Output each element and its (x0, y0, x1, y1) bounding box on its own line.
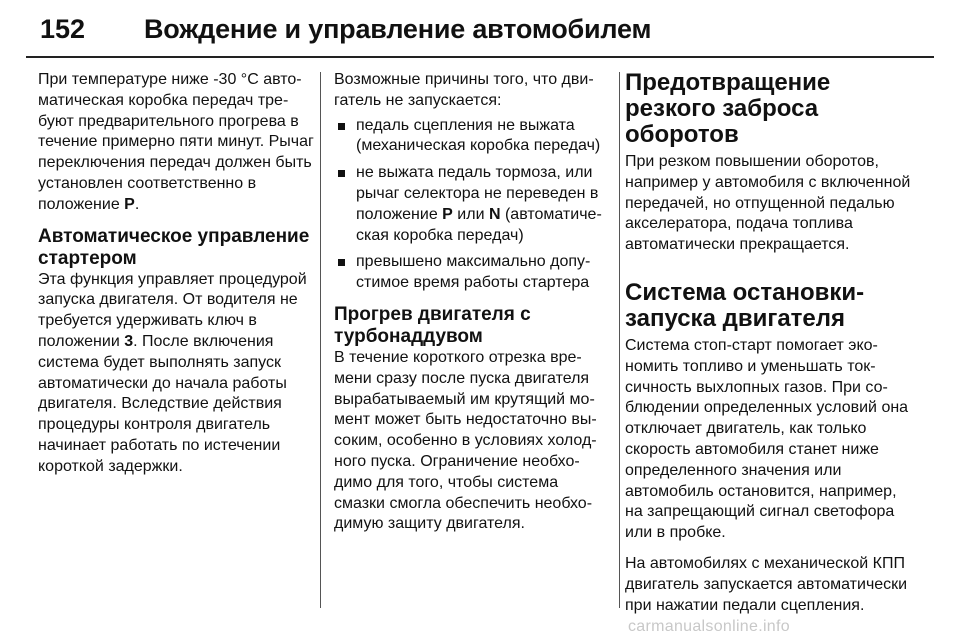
column-1 (38, 70, 314, 488)
bullet-square-icon (338, 170, 345, 177)
list-item: не выжата педаль тормоза, или рычаг селектора не переведен в положение P или N (автоматическая коробка передач) (334, 163, 604, 246)
auto-starter-paragraph: Эта функция управляет процедурой запуска двигателя. От водителя не требуется удерживать ключ в положении 3. После включения система будет выполнять запуск автоматически до начала работы двигателя. Вследствие действия процедуры контроля двигатель начинает работать по истечении короткой задержки. (38, 270, 307, 475)
watermark: carmanualsonline.info (628, 618, 790, 635)
running-title: Вождение и управление автомобилем (144, 14, 652, 44)
no-start-reasons-list (334, 116, 604, 294)
list-item: педаль сцепления не выжата (механическая коробка передач) (334, 116, 604, 158)
cold-start-paragraph: При температуре ниже -30 °C автоматическая коробка передач требуют предварительного прогрева в течение примерно пяти минут. Рычаг переключения передач должен быть установлен соответственно в положение P. (38, 71, 314, 213)
header-divider (26, 56, 934, 58)
bullet-square-icon (338, 259, 345, 266)
section-heading-turbo-warmup: Прогрев двигателя с турбонаддувом (334, 303, 531, 347)
section-heading-auto-starter: Автоматическое управление стартером (38, 225, 310, 269)
column-3 (625, 70, 915, 626)
page-header (26, 14, 934, 54)
no-start-reasons-intro: Возможные причины того, что двигатель не запускается: (334, 71, 594, 109)
section-heading-stop-start: Система остановки-запуска двигателя (625, 278, 865, 332)
gear-position-p: P (124, 195, 135, 213)
page-number: 152 (40, 14, 86, 44)
column-divider-1 (320, 72, 321, 608)
section-heading-overspeed: Предотвращение резкого заброса оборотов (625, 69, 831, 148)
column-divider-2 (619, 72, 620, 608)
list-item: превышено максимально допустимое время работы стартера (334, 252, 604, 294)
turbo-warmup-paragraph: В течение короткого отрезка времени сразу после пуска двигателя вырабатываемый им крутящий момент может быть недостаточно высоким, особенно в условиях холодного пуска. Ограничение необходимо для того, чтобы система смазки смогла обеспечить необходимую защиту двигателя. (334, 348, 597, 533)
key-position-3: 3 (124, 332, 134, 350)
column-2 (334, 70, 604, 545)
bullet-square-icon (338, 123, 345, 130)
overspeed-paragraph: При резком повышении оборотов, например у автомобиля с включенной передачей, но отпущенной педалью акселератора, подача топлива автоматически прекращается. (625, 153, 911, 254)
manual-gearbox-paragraph: На автомобилях с механической КПП двигатель запускается автоматически при нажатии педали сцепления. (625, 554, 908, 614)
stop-start-paragraph: Система стоп-старт помогает экономить топливо и уменьшать токсичность выхлопных газов. При соблюдении определенных условий она отключает двигатель, как только скорость автомобиля станет ниже определенного значения или автомобиль остановится, например, на запрещающий сигнал светофора или в пробке. (625, 336, 909, 542)
